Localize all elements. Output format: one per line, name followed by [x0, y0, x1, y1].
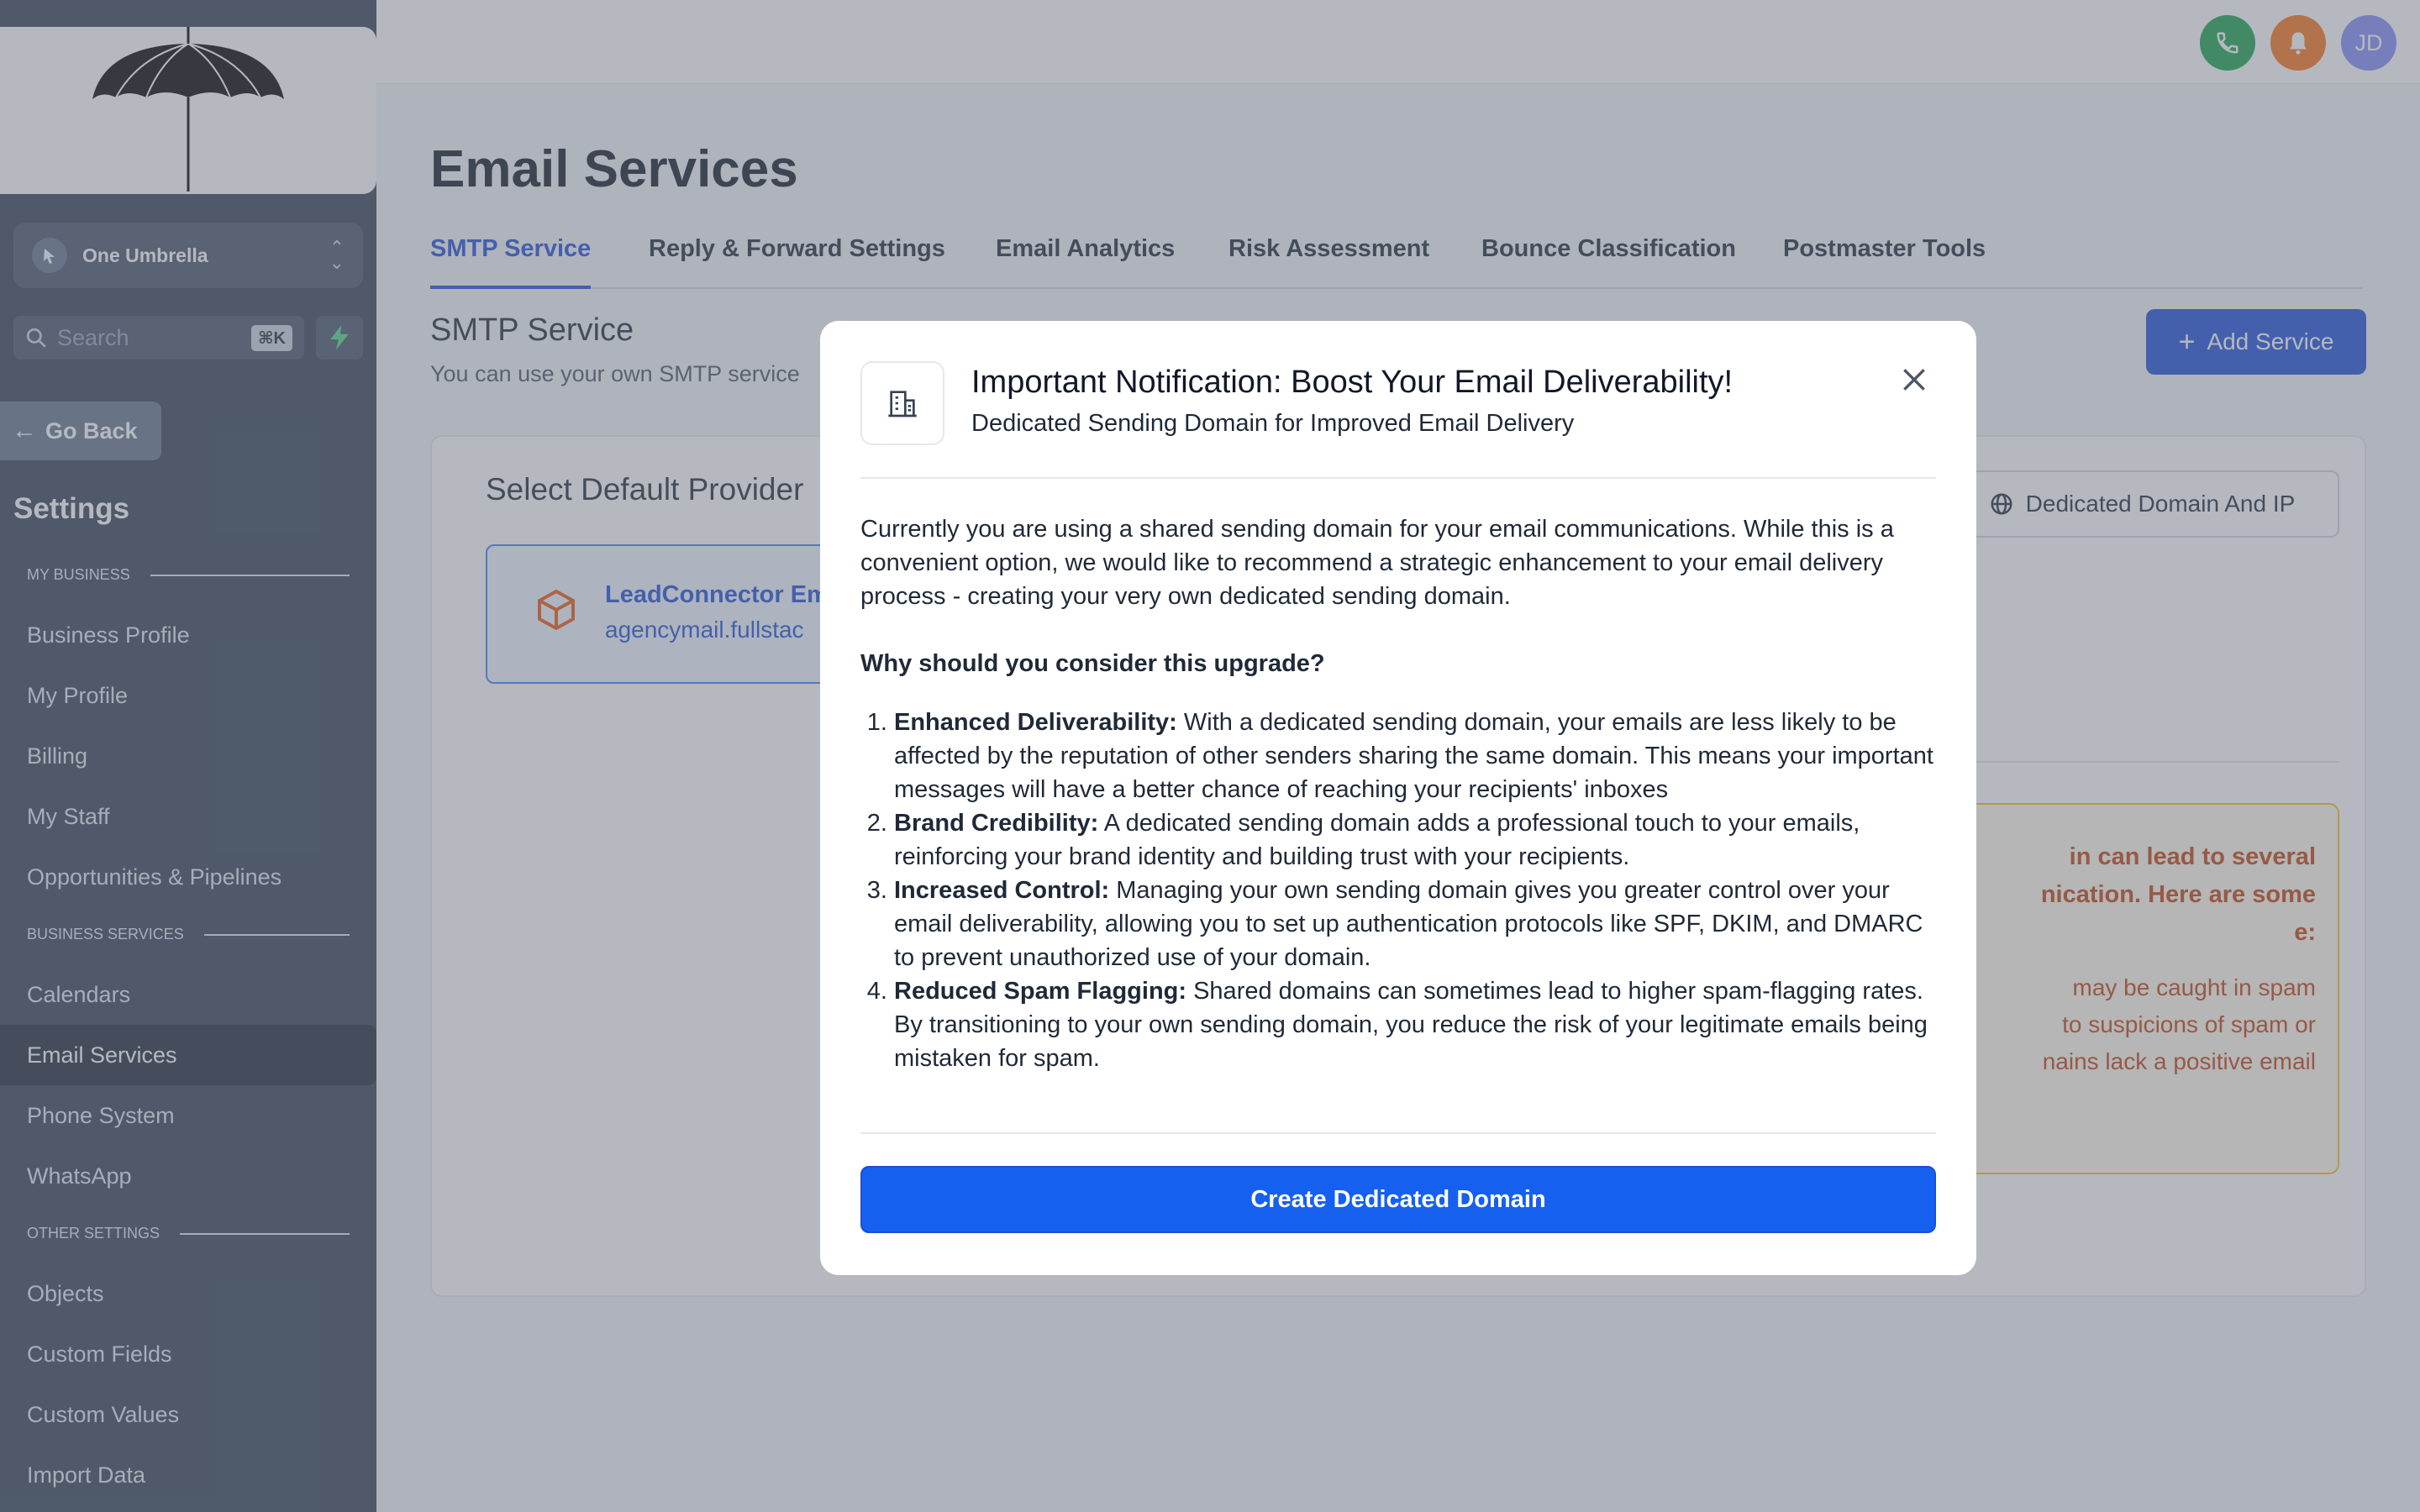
- list-item: 4. Reduced Spam Flagging: Shared domains can sometimes lead to higher spam-flagging rates. By transitioning to your own sending domain, you reduce the risk of your legitimate emails being mistaken for spam.: [894, 974, 1936, 1075]
- modal-intro: Currently you are using a shared sending domain for your email communications. While this is a convenient option, we would like to recommend a strategic enhancement to your email delivery process - creating your very own dedicated sending domain.: [860, 516, 1894, 610]
- modal-footer-divider: [860, 1132, 1936, 1134]
- building-icon: [886, 386, 919, 420]
- modal-subtitle: Dedicated Sending Domain for Improved Email Delivery: [971, 410, 1575, 437]
- list-item: 2. Brand Credibility: A dedicated sending domain adds a professional touch to your emails, reinforcing your brand identity and building trust with your recipients.: [894, 806, 1936, 874]
- list-item: 1. Enhanced Deliverability: With a dedicated sending domain, your emails are less likely to be affected by the reputation of other senders sharing the same domain. This means your important messages will have a better chance of reaching your recipients' inboxes: [894, 706, 1936, 806]
- reasons-list: [860, 706, 1936, 1075]
- modal-icon-box: [860, 361, 944, 445]
- close-icon[interactable]: [1897, 363, 1931, 396]
- modal-body: [860, 512, 1936, 1075]
- list-item: 3. Increased Control: Managing your own sending domain gives you greater control over your email deliverability, allowing you to set up authentication protocols like SPF, DKIM, and DMARC to prevent unauthorized use of your domain.: [894, 874, 1936, 974]
- modal-divider: [860, 477, 1936, 479]
- create-dedicated-domain-button[interactable]: Create Dedicated Domain: [860, 1166, 1936, 1233]
- modal-why-heading: Why should you consider this upgrade?: [860, 650, 1325, 677]
- notification-modal: [820, 321, 1976, 1275]
- modal-title: Important Notification: Boost Your Email Deliverability!: [971, 365, 1733, 400]
